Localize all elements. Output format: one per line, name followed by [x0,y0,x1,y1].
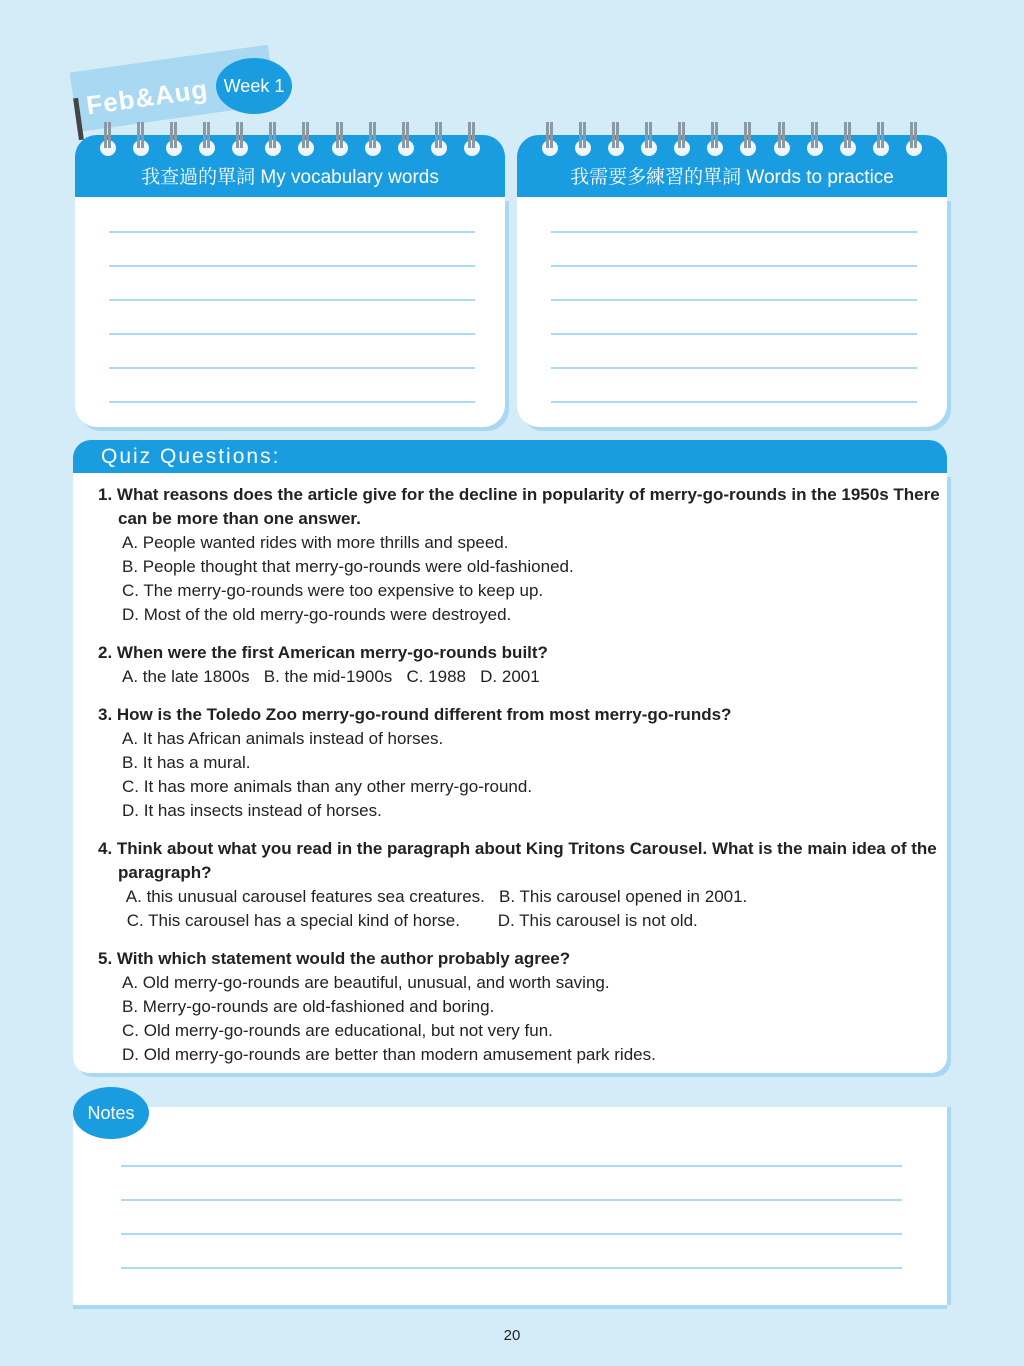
question-text: 3. How is the Toledo Zoo merry-go-round different from most merry-go-runds? [98,705,732,724]
answer-option: A. Old merry-go-rounds are beautiful, unusual, and worth saving. [122,973,610,992]
spiral-rings [542,122,922,156]
answer-option: D. Most of the old merry-go-rounds were destroyed. [122,605,512,624]
practice-card [517,135,947,427]
vocab-card-title: 我查過的單詞 My vocabulary words [141,167,439,188]
answer-option: B. Merry-go-rounds are old-fashioned and boring. [122,997,495,1016]
vocab-lines[interactable] [75,197,505,427]
question-text: 5. With which statement would the author probably agree? [98,949,571,968]
question-text: 4. Think about what you read in the paragraph about King Tritons Carousel. What is the main idea of the paragraph? [98,839,937,882]
quiz-question [98,837,947,933]
week-bubble: Week 1 [216,58,292,114]
page-number: 20 [503,1327,521,1344]
answer-option: C. This carousel has a special kind of horse. D. This carousel is not old. [122,911,698,930]
answer-option: B. It has a mural. [122,753,251,772]
vocab-card [75,135,505,427]
answer-option: D. Old merry-go-rounds are better than modern amusement park rides. [122,1045,656,1064]
quiz-question [98,703,947,823]
month-label: Feb&Aug [84,73,210,121]
answer-option: A. the late 1800s B. the mid-1900s C. 1988 D. 2001 [122,667,540,686]
answer-option: C. The merry-go-rounds were too expensive to keep up. [122,581,544,600]
answer-option: B. People thought that merry-go-rounds were old-fashioned. [122,557,574,576]
answer-option: C. It has more animals than any other merry-go-round. [122,777,533,796]
answer-option: A. People wanted rides with more thrills and speed. [122,533,509,552]
practice-card-title: 我需要多練習的單詞 Words to practice [570,167,894,188]
answer-option: A. It has African animals instead of horses. [122,729,444,748]
answer-option: A. this unusual carousel features sea creatures. B. This carousel opened in 2001. [122,887,748,906]
notes-bubble: Notes [73,1087,149,1139]
answer-option: C. Old merry-go-rounds are educational, but not very fun. [122,1021,553,1040]
quiz-body [73,473,947,1073]
answer-option: D. It has insects instead of horses. [122,801,382,820]
quiz-question [98,641,947,689]
notes-area[interactable] [73,1107,947,1305]
practice-lines[interactable] [517,197,947,427]
quiz-question [98,483,947,627]
question-text: 2. When were the first American merry-go-rounds built? [98,643,548,662]
question-text: 1. What reasons does the article give for the decline in popularity of merry-go-rounds in the 1950s There can be more than one answer. [98,485,940,528]
quiz-question [98,947,947,1067]
quiz-title: Quiz Questions: [73,440,947,473]
spiral-rings [100,122,480,156]
